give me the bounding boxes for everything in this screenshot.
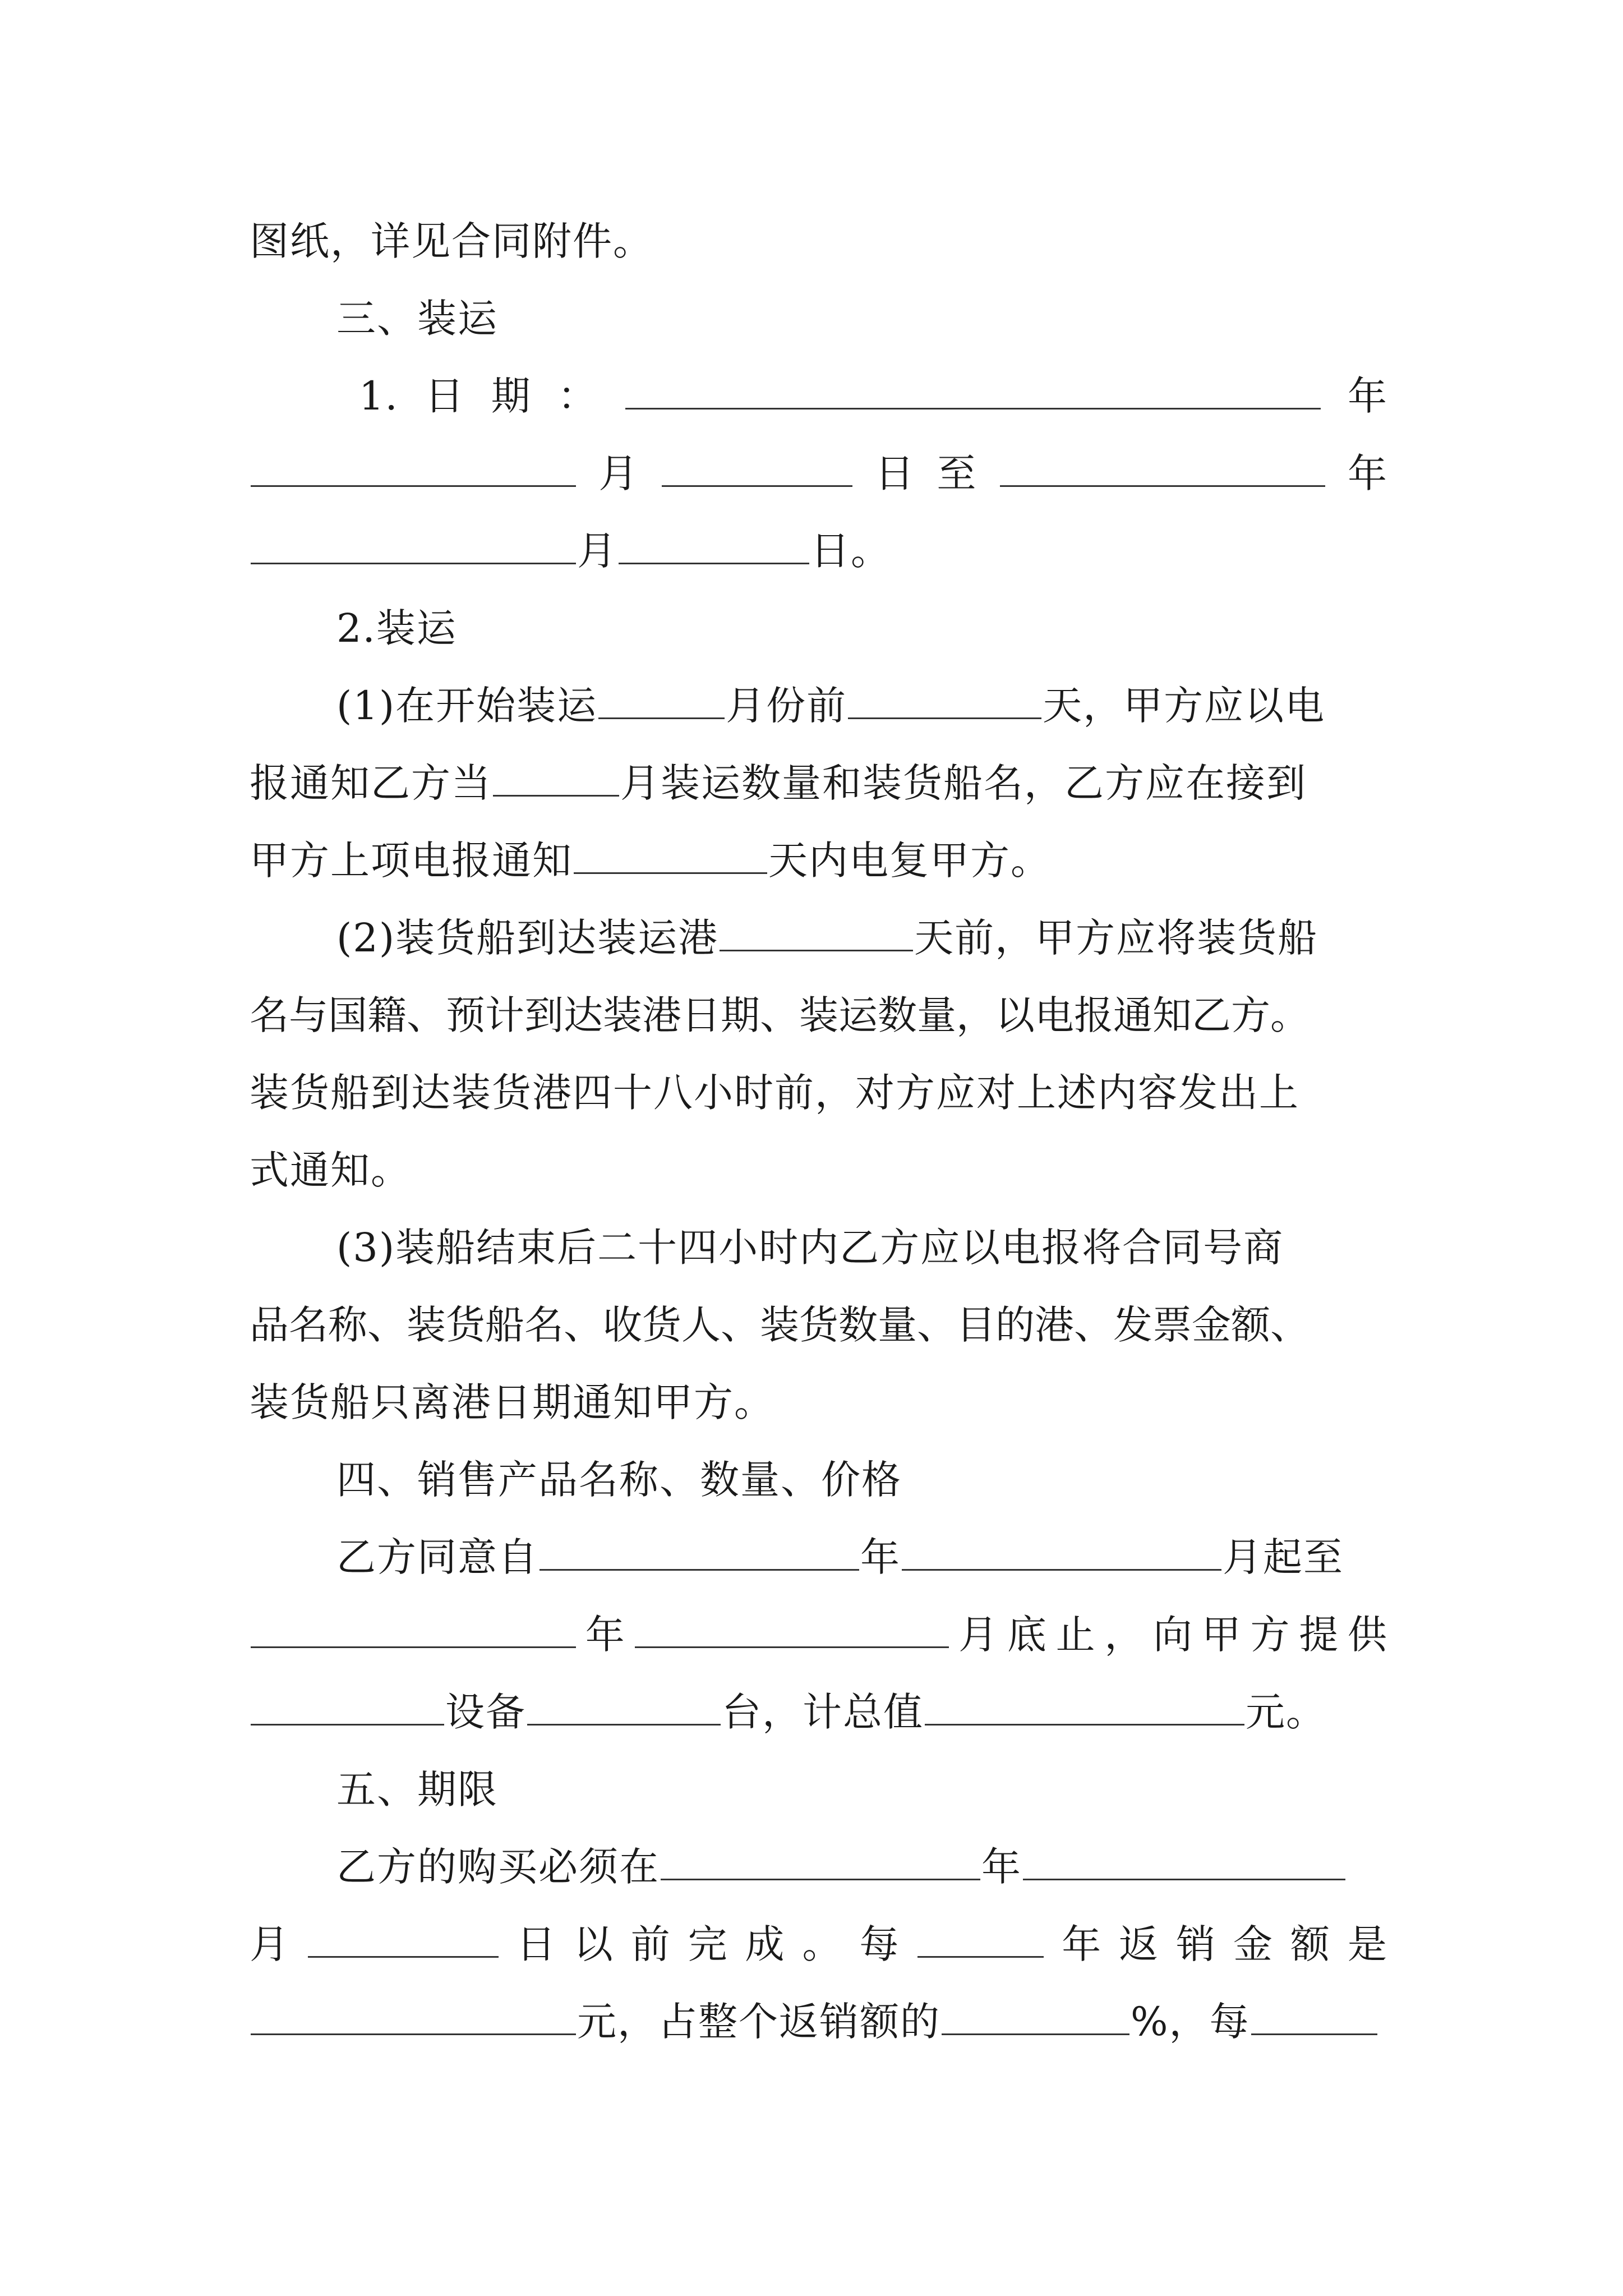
fill-blank[interactable] <box>720 910 913 951</box>
text-line-20 <box>250 1684 1388 1740</box>
word: 至 <box>937 450 978 496</box>
word: 月 <box>598 450 639 496</box>
text-segment: 设备 <box>445 1689 526 1735</box>
section-heading-5 <box>336 1761 1388 1818</box>
word: 月 <box>958 1612 999 1658</box>
text-segment: 报通知乙方当 <box>250 760 492 806</box>
word: 底 <box>1007 1612 1048 1658</box>
paragraph-text: 式通知。 <box>250 1147 411 1193</box>
text-segment: 乙方的购买必须在 <box>336 1844 660 1890</box>
paragraph-text: 名与国籍、预计到达装港日期、装运数量，以电报通知乙方。 <box>250 992 1310 1038</box>
word: 以 <box>573 1921 614 1967</box>
word: 每 <box>859 1921 900 1967</box>
section-heading-4 <box>336 1452 1388 1508</box>
text-segment: 月装运数量和装货船名，乙方应在接到 <box>620 760 1307 806</box>
text-segment: %，每 <box>1131 1999 1250 2045</box>
word: ， <box>1104 1612 1145 1658</box>
text-line-14 <box>336 1220 1388 1276</box>
text-line-12 <box>250 1065 1388 1121</box>
fill-blank[interactable] <box>917 1917 1044 1958</box>
fill-blank[interactable] <box>598 678 725 719</box>
text-line-18 <box>336 1529 1388 1585</box>
word: 。 <box>802 1921 843 1967</box>
text-line-8 <box>250 755 1388 811</box>
text-line-11 <box>250 987 1388 1043</box>
word: 额 <box>1290 1921 1331 1967</box>
text-line-15 <box>250 1297 1388 1353</box>
heading-text: 四、销售产品名称、数量、价格 <box>336 1457 902 1503</box>
text-line-3 <box>359 368 1388 424</box>
fill-blank[interactable] <box>493 756 619 797</box>
word: 甲 <box>1201 1612 1242 1658</box>
word: 月 <box>250 1921 290 1967</box>
text-segment: 元。 <box>1246 1689 1326 1735</box>
fill-blank[interactable] <box>662 446 852 487</box>
fill-blank[interactable] <box>574 833 767 874</box>
fill-blank[interactable] <box>527 1685 721 1726</box>
section-heading-3 <box>336 291 1388 347</box>
word: 向 <box>1153 1612 1194 1658</box>
word: 月 <box>577 528 617 574</box>
text-segment: (2)装货船到达装运港 <box>336 915 719 961</box>
paragraph-text: 装货船只离港日期通知甲方。 <box>250 1379 774 1425</box>
word: 年 <box>1062 1921 1103 1967</box>
word: 返 <box>1119 1921 1160 1967</box>
text-line-1 <box>250 213 1388 269</box>
fill-blank[interactable] <box>848 678 1041 719</box>
paragraph-text: 图纸，详见合同附件。 <box>250 218 653 264</box>
word: 年 <box>1347 373 1388 419</box>
fill-blank[interactable] <box>902 1530 1221 1571</box>
fill-blank[interactable] <box>308 1917 499 1958</box>
heading-text: 三、装运 <box>336 296 498 342</box>
colon: ： <box>557 373 598 419</box>
word: 止 <box>1055 1612 1096 1658</box>
text-line-10 <box>336 910 1388 966</box>
paragraph-text: 装货船到达装货港四十八小时前，对方应对上述内容发出上 <box>250 1070 1299 1116</box>
word: 年 <box>1347 450 1388 496</box>
heading-text: 五、期限 <box>336 1766 498 1812</box>
fill-blank[interactable] <box>251 523 576 564</box>
text-segment: 元，占整个返销额的 <box>577 1999 940 2045</box>
text-segment: 天前，甲方应将装货船 <box>914 915 1318 961</box>
fill-blank[interactable] <box>635 1607 949 1648</box>
heading-text: 2.装运 <box>336 605 457 651</box>
paragraph-text: (3)装船结束后二十四小时内乙方应以电报将合同号商 <box>336 1225 1284 1271</box>
text-line-7 <box>336 678 1388 734</box>
fill-blank[interactable] <box>251 1685 444 1726</box>
text-segment: 台，计总值 <box>722 1689 924 1735</box>
word: 方 <box>1250 1612 1291 1658</box>
word: 日。 <box>810 528 891 574</box>
fill-blank[interactable] <box>251 1607 576 1648</box>
text-line-16 <box>250 1374 1388 1430</box>
subsection-heading <box>336 600 1388 656</box>
word: 期 <box>491 373 532 419</box>
word: 前 <box>630 1921 671 1967</box>
text-segment: 天，甲方应以电 <box>1043 683 1326 729</box>
word: 日 <box>425 373 465 419</box>
text-segment: 年 <box>981 1844 1022 1890</box>
text-line-19 <box>250 1607 1388 1663</box>
word: 成 <box>745 1921 786 1967</box>
text-line-9 <box>250 832 1388 889</box>
text-segment: 月份前 <box>726 683 847 729</box>
fill-blank[interactable] <box>251 1994 576 2035</box>
text-segment: (1)在开始装运 <box>336 683 598 729</box>
fill-blank[interactable] <box>661 1839 980 1880</box>
text-line-22 <box>336 1839 1388 1895</box>
text-segment: 天内电复甲方。 <box>768 838 1051 884</box>
word: 日 <box>874 450 915 496</box>
word: 完 <box>688 1921 728 1967</box>
fill-blank[interactable] <box>942 1994 1129 2035</box>
fill-blank[interactable] <box>619 523 809 564</box>
text-segment: 月起至 <box>1223 1534 1344 1580</box>
text-segment: 乙方同意自 <box>336 1534 538 1580</box>
text-segment: 甲方上项电报通知 <box>250 838 573 884</box>
word: 销 <box>1176 1921 1217 1967</box>
word: 提 <box>1299 1612 1340 1658</box>
paragraph-text: 品名称、装货船名、收货人、装货数量、目的港、发票金额、 <box>250 1302 1310 1348</box>
text-line-24 <box>250 1994 1388 2050</box>
text-line-13 <box>250 1142 1388 1198</box>
fill-blank[interactable] <box>925 1685 1244 1726</box>
fill-blank[interactable] <box>540 1530 859 1571</box>
text-segment: 年 <box>860 1534 901 1580</box>
word: 供 <box>1347 1612 1388 1658</box>
fill-blank[interactable] <box>1251 1994 1377 2035</box>
fill-blank[interactable] <box>625 369 1321 409</box>
word: 金 <box>1233 1921 1274 1967</box>
word: 是 <box>1347 1921 1388 1967</box>
fill-blank[interactable] <box>1023 1839 1345 1880</box>
text-line-23 <box>250 1916 1388 1972</box>
text-line-4 <box>250 445 1388 501</box>
text-line-5 <box>250 523 1388 579</box>
word: 日 <box>516 1921 557 1967</box>
fill-blank[interactable] <box>1000 446 1325 487</box>
fill-blank[interactable] <box>251 446 576 487</box>
word: 年 <box>585 1612 626 1658</box>
item-number: 1. <box>359 373 399 419</box>
